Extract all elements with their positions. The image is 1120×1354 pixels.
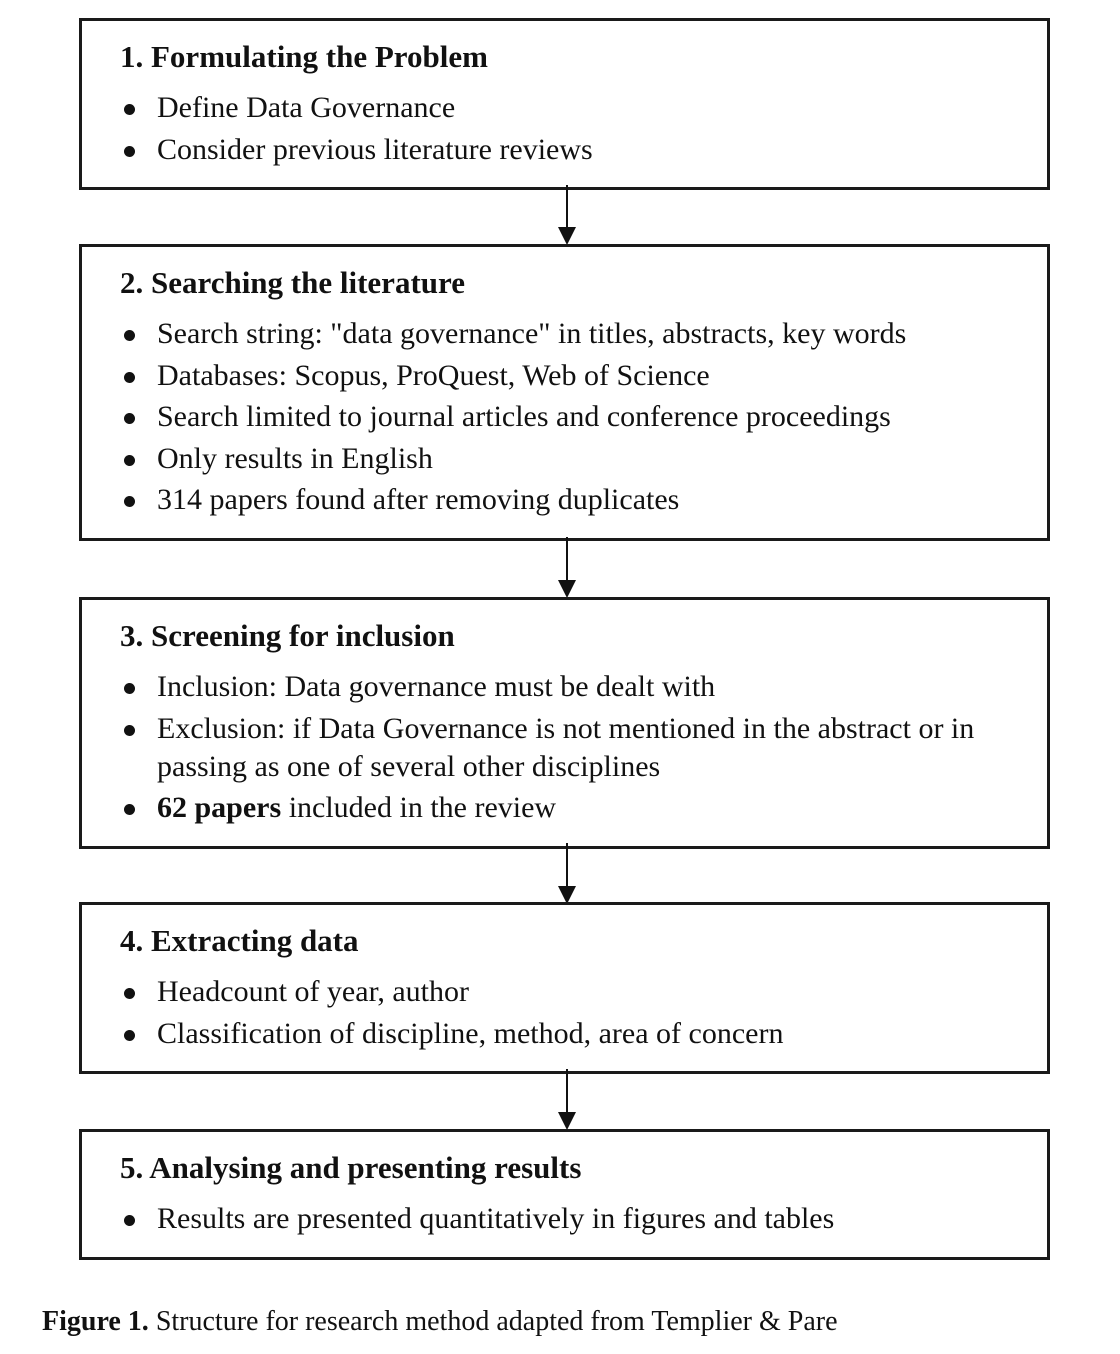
bullet-item	[122, 1200, 1033, 1238]
bullet-dot-icon	[124, 104, 135, 115]
bullet-text: Classification of discipline, method, area of concern	[157, 1016, 784, 1050]
bullet-item	[122, 481, 1033, 519]
step-5-bullets	[122, 1200, 1033, 1242]
bullet-dot-icon	[124, 455, 135, 466]
step-4-bullets	[122, 973, 1033, 1056]
bullet-item	[122, 440, 1033, 478]
bullet-text: Databases: Scopus, ProQuest, Web of Science	[157, 358, 710, 392]
step-3-box	[79, 597, 1050, 849]
bullet-item	[122, 710, 1033, 786]
bullet-dot-icon	[124, 804, 135, 815]
bullet-dot-icon	[124, 372, 135, 383]
bullet-dot-icon	[124, 146, 135, 157]
bullet-text: Results are presented quantitatively in figures and tables	[157, 1202, 835, 1235]
bullet-text: Search limited to journal articles and conference proceedings	[157, 400, 891, 433]
step-2-box	[79, 244, 1050, 541]
bullet-item	[122, 398, 1033, 436]
step-2-bullets	[122, 315, 1033, 523]
step-1-box	[79, 18, 1050, 190]
step-2-title: 2. Searching the literature	[120, 265, 465, 300]
bullet-item	[122, 973, 1033, 1011]
step-3-title: 3. Screening for inclusion	[120, 618, 455, 653]
bullet-text: Search string: "data governance" in titles, abstracts, key words	[157, 317, 907, 350]
bullet-dot-icon	[124, 330, 135, 341]
bullet-text: Consider previous literature reviews	[157, 132, 593, 166]
step-1-bullets	[122, 89, 1033, 172]
bullet-dot-icon	[124, 1215, 135, 1226]
step-5-box	[79, 1129, 1050, 1260]
bullet-text: Define Data Governance	[157, 91, 456, 124]
step-4-title: 4. Extracting data	[120, 923, 359, 958]
bullet-text: Only results in English	[157, 441, 433, 475]
step-4-box	[79, 902, 1050, 1074]
bullet-text: included in the review	[281, 791, 557, 824]
bullet-item	[122, 668, 1033, 706]
bullet-dot-icon	[124, 1030, 135, 1041]
bullet-item	[122, 315, 1033, 353]
bullet-text: Exclusion: if Data Governance is not mentioned in the abstract or in passing as one of several other disciplines	[157, 711, 975, 783]
bullet-item	[122, 89, 1033, 127]
bullet-dot-icon	[124, 413, 135, 424]
bullet-dot-icon	[124, 496, 135, 507]
step-1-title: 1. Formulating the Problem	[120, 39, 488, 74]
figure-caption-text: Structure for research method adapted from Templier & Pare	[148, 1306, 838, 1337]
bullet-text: Headcount of year, author	[157, 975, 469, 1008]
bullet-dot-icon	[124, 988, 135, 999]
arrow-down-icon	[556, 1069, 578, 1130]
figure-label: Figure 1.	[42, 1306, 149, 1337]
bullet-item	[122, 131, 1033, 169]
step-3-bullets	[122, 668, 1033, 831]
bullet-text: Inclusion: Data governance must be dealt with	[157, 670, 716, 703]
bullet-item	[122, 357, 1033, 395]
arrow-down-icon	[556, 537, 578, 598]
step-5-title: 5. Analysing and presenting results	[120, 1150, 582, 1185]
bullet-dot-icon	[124, 683, 135, 694]
bullet-item	[122, 1015, 1033, 1053]
bullet-dot-icon	[124, 725, 135, 736]
arrow-down-icon	[556, 185, 578, 245]
bullet-bold-count: 62 papers	[157, 791, 282, 824]
bullet-item	[122, 789, 1033, 827]
figure-caption	[42, 1304, 838, 1340]
bullet-text: 314 papers found after removing duplicates	[157, 483, 680, 516]
arrow-down-icon	[556, 843, 578, 904]
